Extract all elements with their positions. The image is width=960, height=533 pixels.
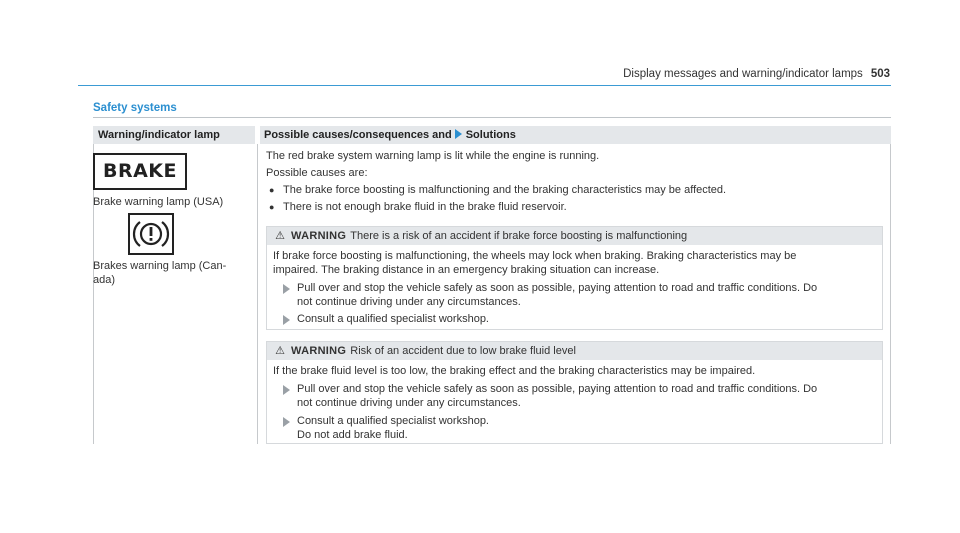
header-rule xyxy=(78,85,891,86)
warning-step-1-line-2: not continue driving under any circumstances. xyxy=(297,296,521,308)
table-header-lamp: Warning/indicator lamp xyxy=(93,126,255,144)
brake-warning-lamp-icon: BRAKE xyxy=(93,153,187,190)
warning-triangle-icon: ⚠ xyxy=(275,230,285,242)
causes-header-label: Possible causes/consequences and xyxy=(264,129,452,141)
step-arrow-icon xyxy=(283,417,290,427)
warning-step-1-line-1: Pull over and stop the vehicle safely as soon as possible, paying attention to road and traffic conditions. Do xyxy=(297,282,818,294)
warning-triangle-icon: ⚠ xyxy=(275,345,285,357)
brake-warning-lamp-canada-icon xyxy=(128,213,174,255)
column-divider-right xyxy=(890,144,891,444)
warning-body-line-2: impaired. The braking distance in an emergency braking situation can increase. xyxy=(273,264,660,276)
warning-step-2-line-1: Consult a qualified specialist workshop. xyxy=(297,415,489,427)
warning-label: WARNING xyxy=(291,345,347,357)
cause-1-text: The brake force boosting is malfunctioning and the braking characteristics may be affected. xyxy=(283,184,727,196)
section-title: Safety systems xyxy=(93,102,177,114)
warning-step-2: Consult a qualified specialist workshop. xyxy=(297,313,489,325)
step-arrow-icon xyxy=(283,385,290,395)
warning-box-brake-fluid xyxy=(266,341,883,444)
warning-step-1-line-1: Pull over and stop the vehicle safely as soon as possible, paying attention to road and traffic conditions. Do xyxy=(297,383,818,395)
step-arrow-icon xyxy=(283,315,290,325)
cause-2-text: There is not enough brake fluid in the brake fluid reservoir. xyxy=(283,201,567,213)
page-number: 503 xyxy=(870,68,890,80)
bullet-1: ● xyxy=(269,185,275,195)
brake-lamp-canada-label-1: Brakes warning lamp (Can- xyxy=(93,260,227,272)
bullet-2: ● xyxy=(269,202,275,212)
table-header-causes xyxy=(260,126,891,144)
brake-lamp-usa-label: Brake warning lamp (USA) xyxy=(93,196,224,208)
warning-header xyxy=(267,227,882,245)
running-header xyxy=(623,68,890,80)
warning-box-force-boosting xyxy=(266,226,883,330)
play-arrow-icon xyxy=(455,129,462,139)
circle-exclamation-icon xyxy=(130,215,172,253)
intro-text: The red brake system warning lamp is lit while the engine is running. xyxy=(266,150,600,162)
solutions-header-label: Solutions xyxy=(465,129,516,141)
warning-label: WARNING xyxy=(291,230,347,242)
brake-lamp-canada-label-2: ada) xyxy=(93,274,116,286)
causes-label: Possible causes are: xyxy=(266,167,368,179)
step-arrow-icon xyxy=(283,284,290,294)
warning-body-line-1: If brake force boosting is malfunctioning, the wheels may lock when braking. Braking characteristics may be xyxy=(273,250,797,262)
warning-heading: There is a risk of an accident if brake force boosting is malfunctioning xyxy=(350,230,688,242)
warning-heading: Risk of an accident due to low brake fluid level xyxy=(350,345,576,357)
warning-step-1-line-2: not continue driving under any circumstances. xyxy=(297,397,521,409)
column-divider-middle xyxy=(257,144,258,444)
running-header-title: Display messages and warning/indicator lamps xyxy=(623,68,863,80)
warning-header xyxy=(267,342,882,360)
warning-step-2-line-2: Do not add brake fluid. xyxy=(297,429,408,441)
warning-body: If the brake fluid level is too low, the braking effect and the braking characteristics may be impaired. xyxy=(273,365,756,377)
section-rule xyxy=(93,117,891,118)
